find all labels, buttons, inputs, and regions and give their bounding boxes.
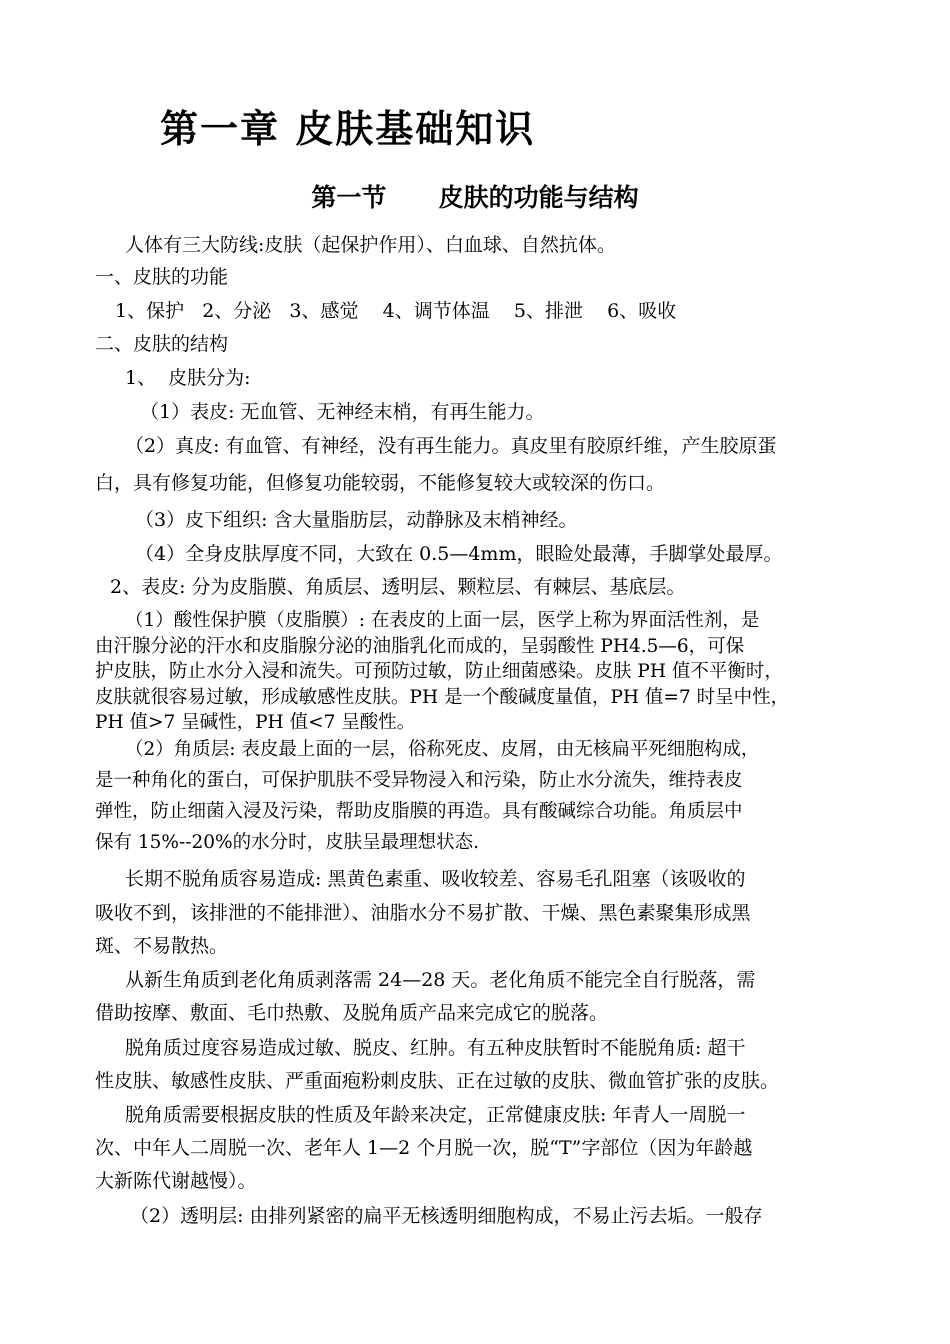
acid-mantle-line-5: PH 值>7 呈碱性，PH 值<7 呈酸性。 <box>95 712 416 733</box>
acid-mantle-line-3: 护皮肤，防止水分入浸和流失。可预防过敏，防止细菌感染。皮肤 PH 值不平衡时， <box>95 661 783 682</box>
dermis-line-1: （2）真皮: 有血管、有神经，没有再生能力。真皮里有胶原纤维，产生胶原蛋 <box>125 435 777 457</box>
intro-line: 人体有三大防线:皮肤（起保护作用）、白血球、自然抗体。 <box>125 234 616 256</box>
stratum-lucidum-line: （2）透明层: 由排列紧密的扁平无核透明细胞构成，不易止污去垢。一般存 <box>130 1205 763 1227</box>
renewal-line-2: 借助按摩、敷面、毛巾热敷、及脱角质产品来完成它的脱落。 <box>95 1002 609 1024</box>
acid-mantle-line-2: 由汗腺分泌的汗水和皮脂腺分泌的油脂乳化而成的，呈弱酸性 PH4.5—6，可保 <box>95 636 745 657</box>
frequency-line-1: 脱角质需要根据皮肤的性质及年龄来决定，正常健康皮肤: 年青人一周脱一 <box>125 1104 746 1126</box>
heading-skin-structure: 二、皮肤的结构 <box>95 333 229 355</box>
frequency-line-3: 大新陈代谢越慢）。 <box>95 1170 257 1192</box>
stratum-corneum-line-1: （2）角质层: 表皮最上面的一层，俗称死皮、皮屑，由无核扁平死细胞构成， <box>125 739 760 760</box>
over-exfoliation-line-1: 脱角质过度容易造成过敏、脱皮、红肿。有五种皮肤暂时不能脱角质: 超干 <box>125 1037 746 1059</box>
section-title: 第一节 皮肤的功能与结构 <box>311 183 639 212</box>
frequency-line-2: 次、中年人二周脱一次、老年人 1—2 个月脱一次，脱“T”字部位（因为年龄越 <box>95 1137 753 1159</box>
stratum-corneum-line-4: 保有 15%--20%的水分时，皮肤呈最理想状态. <box>95 832 480 853</box>
acid-mantle-line-4: 皮肤就很容易过敏，形成敏感性皮肤。PH 是一个酸碱度量值，PH 值=7 时呈中性， <box>95 687 790 708</box>
dermis-line-2: 白，具有修复功能，但修复功能较弱，不能修复较大或较深的伤口。 <box>95 472 666 494</box>
acid-mantle-line-1: （1）酸性保护膜（皮脂膜）: 在表皮的上面一层，医学上称为界面活性剂，是 <box>125 610 760 631</box>
exfoliation-line-2: 吸收不到，该排泄的不能排泄）、油脂水分不易扩散、干燥、黑色素聚集形成黑 <box>95 902 751 924</box>
exfoliation-line-1: 长期不脱角质容易造成: 黑黄色素重、吸收较差、容易毛孔阻塞（该吸收的 <box>125 868 746 890</box>
subcutaneous-line: （3）皮下组织: 含大量脂肪层，动静脉及末梢神经。 <box>135 509 578 531</box>
stratum-corneum-line-3: 弹性，防止细菌入浸及污染，帮助皮脂膜的再造。具有酸碱综合功能。角质层中 <box>95 801 743 822</box>
exfoliation-line-3: 斑、不易散热。 <box>95 935 229 957</box>
function-list: 1、保护 2、分泌 3、感觉 4、调节体温 5、排泄 6、吸收 <box>115 300 677 322</box>
stratum-corneum-line-2: 是一种角化的蛋白，可保护肌肤不受异物浸入和污染，防止水分流失，维持表皮 <box>95 770 743 791</box>
structure-item-1: 1、 皮肤分为: <box>125 367 251 389</box>
epidermis-layers-line: 2、表皮: 分为皮脂膜、角质层、透明层、颗粒层、有棘层、基底层。 <box>110 576 686 598</box>
heading-skin-function: 一、皮肤的功能 <box>95 266 229 288</box>
thickness-line: （4）全身皮肤厚度不同，大致在 0.5—4mm，眼睑处最薄，手脚掌处最厚。 <box>135 543 783 565</box>
over-exfoliation-line-2: 性皮肤、敏感性皮肤、严重面疱粉刺皮肤、正在过敏的皮肤、微血管扩张的皮肤。 <box>95 1070 780 1092</box>
epidermis-line: （1）表皮: 无血管、无神经末梢，有再生能力。 <box>140 401 545 423</box>
chapter-title: 第一章 皮肤基础知识 <box>160 106 536 151</box>
renewal-line-1: 从新生角质到老化角质剥落需 24—28 天。老化角质不能完全自行脱落，需 <box>125 969 756 991</box>
